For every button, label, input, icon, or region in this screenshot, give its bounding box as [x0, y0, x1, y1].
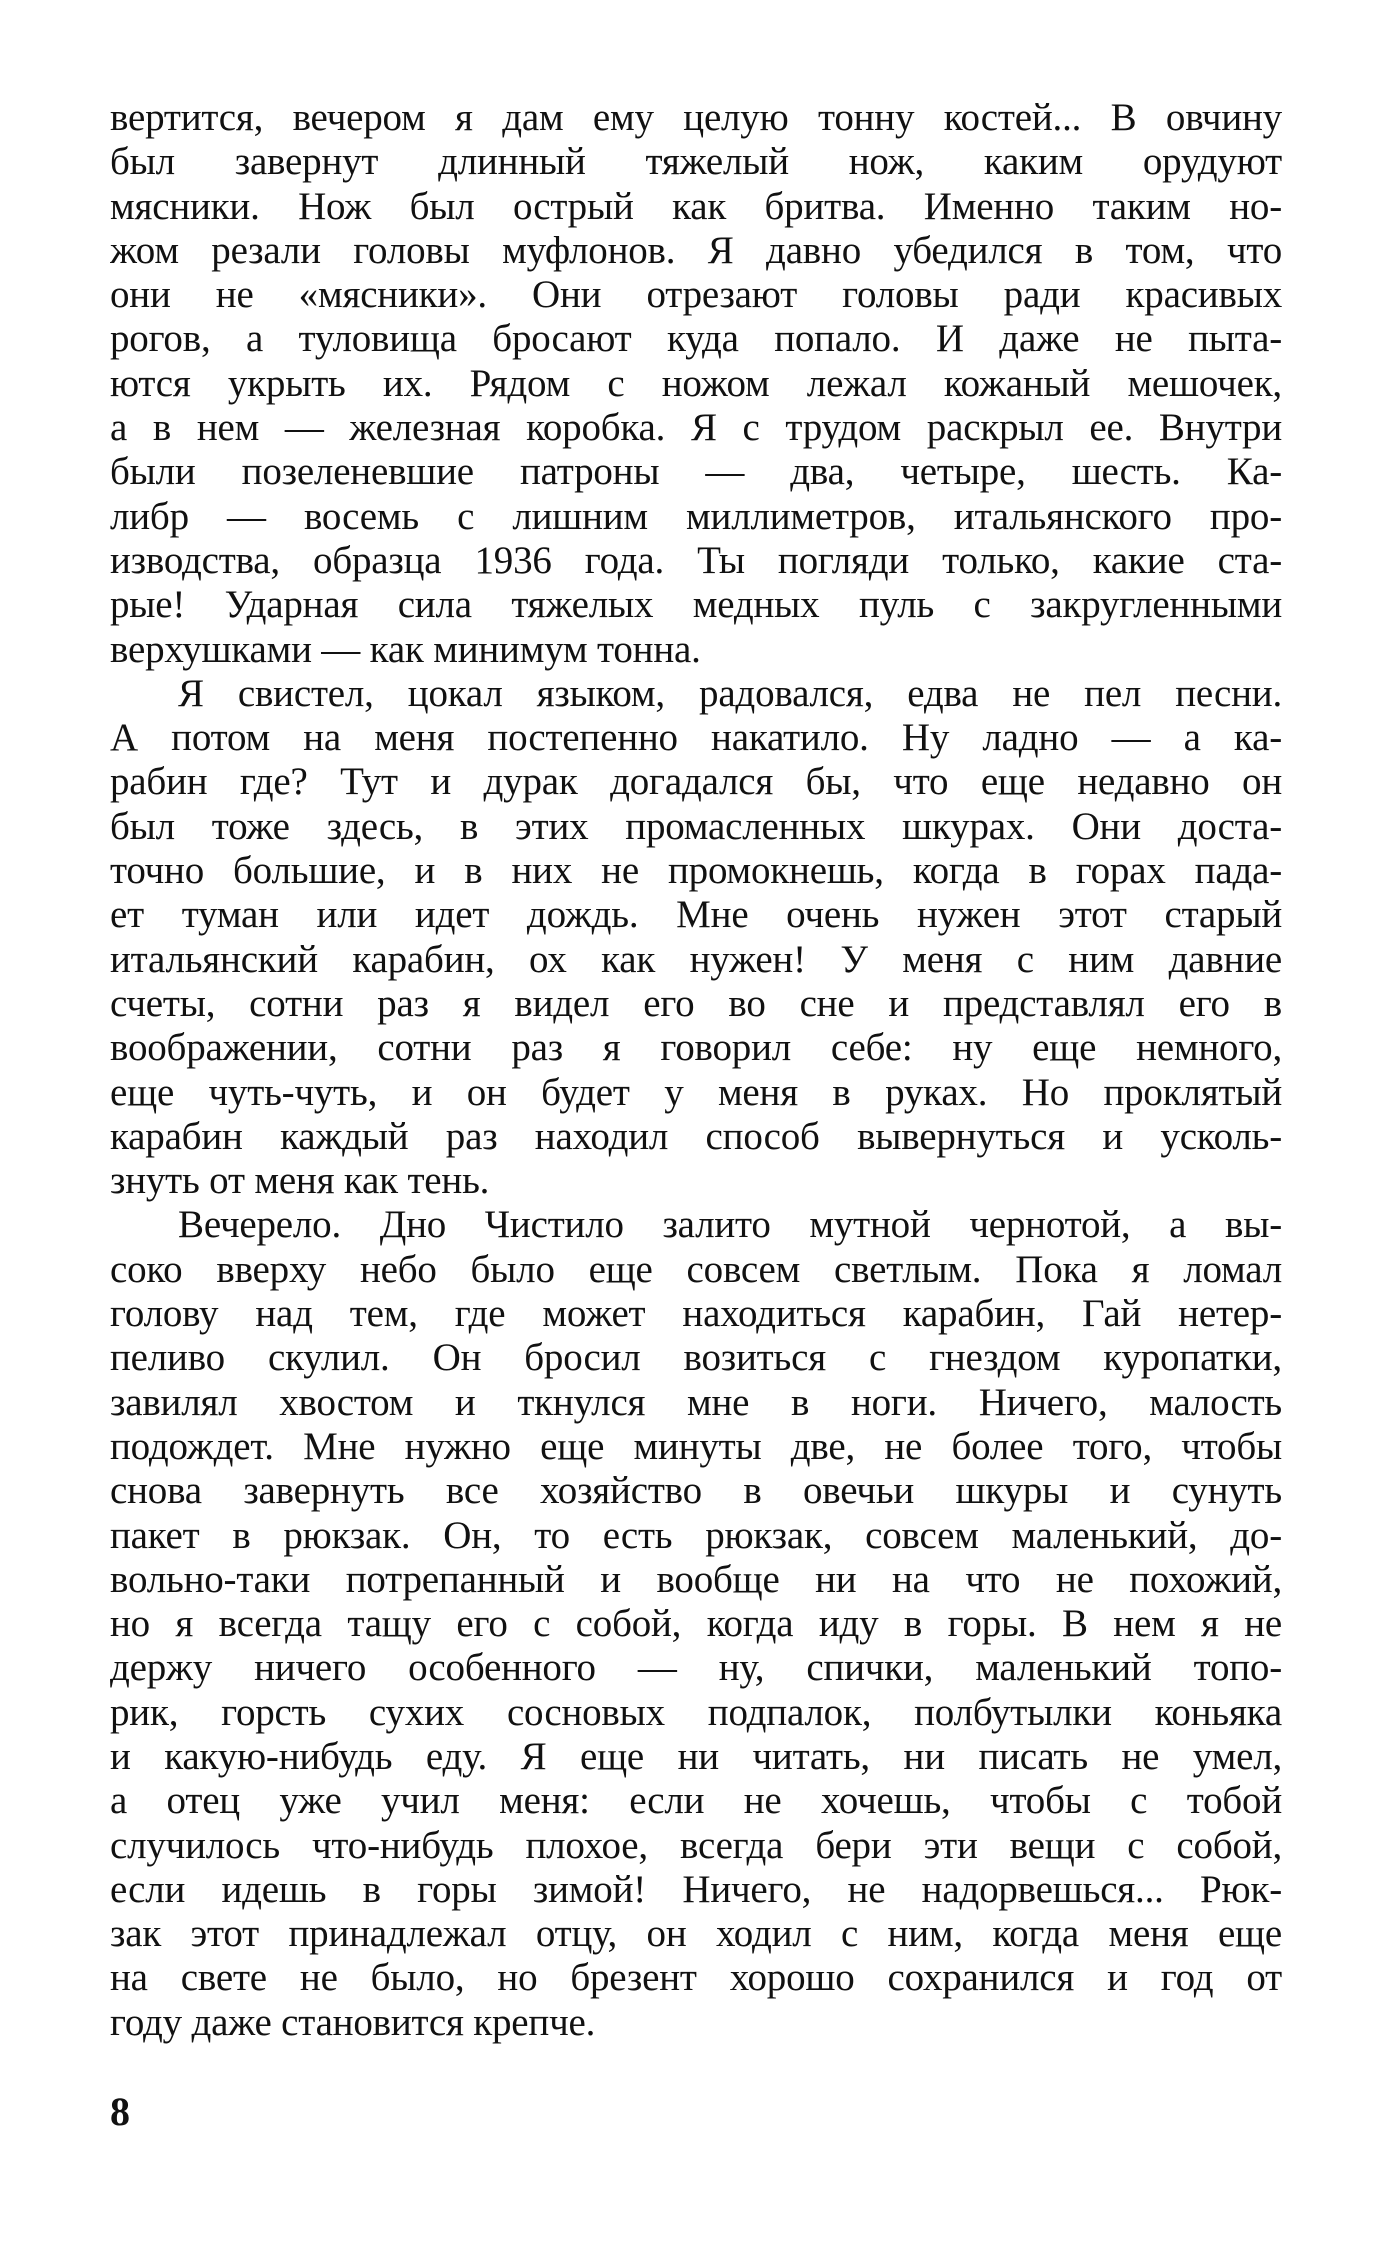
- text-line: счеты, сотни раз я видел его во сне и представлял его в: [110, 981, 1282, 1025]
- text-line: знуть от меня как тень.: [110, 1159, 490, 1203]
- text-line: изводства, образца 1936 года. Ты погляди только, какие ста-: [110, 538, 1282, 582]
- text-line: завилял хвостом и ткнулся мне в ноги. Ничего, малость: [110, 1380, 1282, 1424]
- text-line: Я свистел, цокал языком, радовался, едва не пел песни.: [178, 671, 1282, 715]
- text-line: верхушками — как минимум тонна.: [110, 627, 701, 671]
- text-line: воображении, сотни раз я говорил себе: ну еще немного,: [110, 1026, 1282, 1070]
- text-line: они не «мясники». Они отрезают головы ради красивых: [110, 273, 1282, 317]
- text-line: либр — восемь с лишним миллиметров, итальянского про-: [110, 494, 1282, 538]
- text-line: рабин где? Тут и дурак догадался бы, что еще недавно он: [110, 760, 1282, 804]
- text-line: рик, горсть сухих сосновых подпалок, полбутылки коньяка: [110, 1690, 1282, 1734]
- text-line: Вечерело. Дно Чистило залито мутной чернотой, а вы-: [178, 1203, 1282, 1247]
- text-line: случилось что-нибудь плохое, всегда бери эти вещи с собой,: [110, 1823, 1282, 1867]
- text-line: а в нем — железная коробка. Я с трудом раскрыл ее. Внутри: [110, 406, 1282, 450]
- text-line: но я всегда тащу его с собой, когда иду в горы. В нем я не: [110, 1602, 1282, 1646]
- text-line: соко вверху небо было еще совсем светлым. Пока я ломал: [110, 1247, 1282, 1291]
- text-line: если идешь в горы зимой! Ничего, не надорвешься... Рюк-: [110, 1867, 1282, 1911]
- text-line: подождет. Мне нужно еще минуты две, не более того, чтобы: [110, 1424, 1282, 1468]
- page-number: 8: [110, 2089, 130, 2134]
- text-line: а отец уже учил меня: если не хочешь, чтобы с тобой: [110, 1779, 1282, 1823]
- paragraph: [110, 96, 1282, 672]
- paragraph: [110, 672, 1282, 1204]
- text-line: точно большие, и в них не промокнешь, когда в горах пада-: [110, 849, 1282, 893]
- text-line: вольно-таки потрепанный и вообще ни на что не похожий,: [110, 1557, 1282, 1601]
- text-line: и какую-нибудь еду. Я еще ни читать, ни писать не умел,: [110, 1734, 1282, 1778]
- text-line: году даже становится крепче.: [110, 2000, 596, 2044]
- text-line: пакет в рюкзак. Он, то есть рюкзак, совсем маленький, до-: [110, 1513, 1282, 1557]
- body-text: [110, 96, 1282, 2045]
- paragraph: [110, 1203, 1282, 2045]
- text-line: ет туман или идет дождь. Мне очень нужен этот старый: [110, 893, 1282, 937]
- text-line: был тоже здесь, в этих промасленных шкурах. Они доста-: [110, 804, 1282, 848]
- text-line: голову над тем, где может находиться карабин, Гай нетер-: [110, 1292, 1282, 1336]
- text-line: на свете не было, но брезент хорошо сохранился и год от: [110, 1956, 1282, 2000]
- text-line: зак этот принадлежал отцу, он ходил с ним, когда меня еще: [110, 1912, 1282, 1956]
- text-line: ются укрыть их. Рядом с ножом лежал кожаный мешочек,: [110, 361, 1282, 405]
- text-line: жом резали головы муфлонов. Я давно убедился в том, что: [110, 228, 1282, 272]
- text-line: снова завернуть все хозяйство в овечьи шкуры и сунуть: [110, 1469, 1282, 1513]
- text-line: итальянский карабин, ох как нужен! У меня с ним давние: [110, 937, 1282, 981]
- text-line: мясники. Нож был острый как бритва. Именно таким но-: [110, 184, 1282, 228]
- text-line: вертится, вечером я дам ему целую тонну костей... В овчину: [110, 96, 1282, 139]
- text-line: А потом на меня постепенно накатило. Ну ладно — а ка-: [110, 716, 1282, 760]
- text-line: рые! Ударная сила тяжелых медных пуль с закругленными: [110, 583, 1282, 627]
- text-line: был завернут длинный тяжелый нож, каким орудуют: [110, 140, 1282, 184]
- text-line: пеливо скулил. Он бросил возиться с гнездом куропатки,: [110, 1336, 1282, 1380]
- text-line: карабин каждый раз находил способ вывернуться и усколь-: [110, 1114, 1282, 1158]
- text-line: еще чуть-чуть, и он будет у меня в руках. Но проклятый: [110, 1070, 1282, 1114]
- text-line: рогов, а туловища бросают куда попало. И даже не пыта-: [110, 317, 1282, 361]
- text-line: были позеленевшие патроны — два, четыре, шесть. Ка-: [110, 450, 1282, 494]
- text-line: держу ничего особенного — ну, спички, маленький топо-: [110, 1646, 1282, 1690]
